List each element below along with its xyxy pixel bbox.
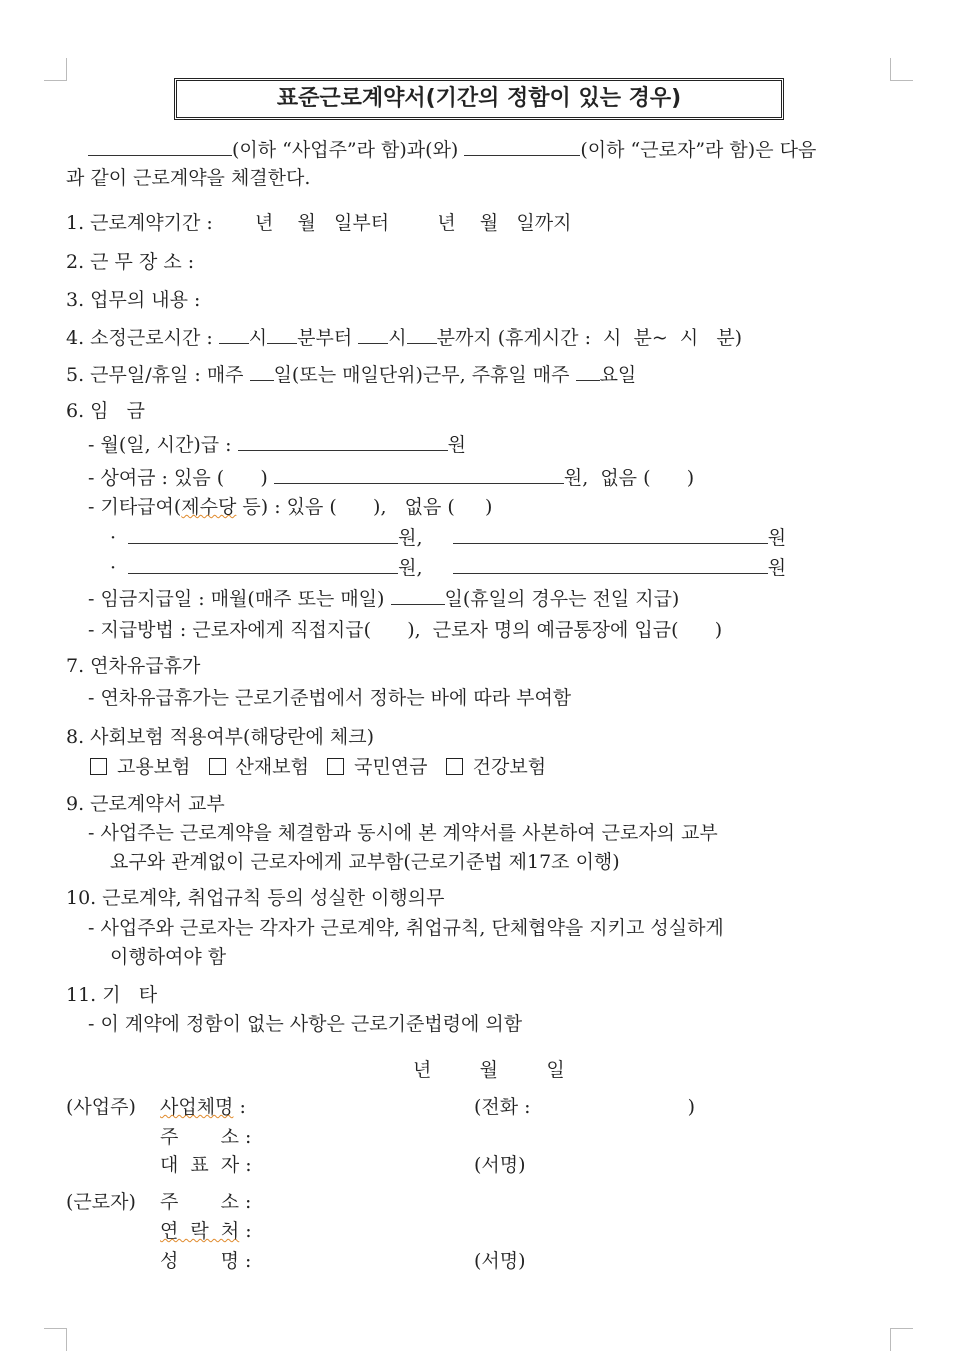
bullet: · <box>110 557 117 579</box>
worker-label: (근로자) <box>66 1191 136 1213</box>
label: 산재보험 <box>235 756 309 778</box>
document-title: 표준근로계약서(기간의 정함이 있는 경우) <box>174 78 784 120</box>
label: : <box>233 1096 246 1118</box>
label: 등) : 있음 ( ), 없음 ( ) <box>236 496 493 518</box>
bullet: · <box>110 527 117 549</box>
checkbox-national-pension[interactable] <box>327 758 344 775</box>
intro-line-1 <box>88 137 816 162</box>
label: - 임금지급일 : 매월(매주 또는 매일) <box>88 588 391 610</box>
section-10-body: - 사업주와 근로자는 각자가 근로계약, 취업규칙, 단체협약을 지키고 성실하게 <box>88 917 724 939</box>
label: 원, 없음 ( ) <box>563 467 695 489</box>
label: 일(또는 매일단위)근무, 주휴일 매주 <box>273 364 576 386</box>
label: 고용보험 <box>117 756 191 778</box>
label: : <box>239 1220 252 1242</box>
blank[interactable] <box>453 555 768 574</box>
blank[interactable] <box>358 325 388 344</box>
insurance-checkboxes <box>90 755 546 779</box>
label: 시 <box>388 327 407 349</box>
section-10-body: 이행하여야 함 <box>110 946 227 968</box>
bonus-line <box>88 465 694 490</box>
other-pay-row <box>110 555 786 580</box>
other-pay-row <box>110 525 786 550</box>
label: 4. 소정근로시간 : <box>66 327 219 349</box>
section-8-heading: 8. 사회보험 적용여부(해당란에 체크) <box>66 726 375 748</box>
wage-line <box>88 432 466 457</box>
wage-blank[interactable] <box>238 432 448 451</box>
intro-line-2: 과 같이 근로계약을 체결한다. <box>66 167 311 189</box>
section-6-heading: 6. 임 금 <box>66 400 145 422</box>
label: - 상여금 : 있음 ( ) <box>88 467 274 489</box>
payment-method-line: - 지급방법 : 근로자에게 직접지급( ), 근로자 명의 예금통장에 입금( ) <box>88 619 723 641</box>
label: 원, <box>398 527 423 549</box>
label: 국민연금 <box>354 756 428 778</box>
worker-address-label: 주 소 : <box>160 1191 252 1213</box>
other-pay-line <box>88 495 492 519</box>
employer-label: (사업주) <box>66 1096 136 1118</box>
label: 원 <box>767 527 787 549</box>
representative-label: 대 표 자 : <box>160 1154 252 1176</box>
worker-name-label: 성 명 : <box>160 1250 252 1272</box>
section-11-body: - 이 계약에 정함이 없는 사항은 근로기준법령에 의함 <box>88 1013 523 1035</box>
crop-mark <box>44 58 67 81</box>
checkbox-industrial-accident-insurance[interactable] <box>209 758 226 775</box>
label: 5. 근무일/휴일 : 매주 <box>66 364 250 386</box>
blank[interactable] <box>128 525 398 544</box>
employer-address-label: 주 소 : <box>160 1126 252 1148</box>
payday-blank[interactable] <box>391 586 445 605</box>
section-9-heading: 9. 근로계약서 교부 <box>66 793 225 815</box>
section-3-job-description: 3. 업무의 내용 : <box>66 289 201 311</box>
label: 요일 <box>599 364 637 386</box>
intro-text: (이하 “근로자”라 함)은 다음 <box>580 139 817 161</box>
label: 일(휴일의 경우는 전일 지급) <box>444 588 680 610</box>
section-7-body: - 연차유급휴가는 근로기준법에서 정하는 바에 따라 부여함 <box>88 687 572 709</box>
section-7-heading: 7. 연차유급휴가 <box>66 655 201 677</box>
bonus-blank[interactable] <box>274 465 564 484</box>
label: 분부터 <box>297 327 359 349</box>
label: - 기타급여( <box>88 496 182 518</box>
section-9-body: 요구와 관계없이 근로자에게 교부함(근로기준법 제17조 이행) <box>110 851 620 873</box>
signing-date: 년 월 일 <box>413 1059 565 1081</box>
blank[interactable] <box>267 325 297 344</box>
blank[interactable] <box>128 555 398 574</box>
employer-signature[interactable]: (서명) <box>474 1154 526 1176</box>
section-10-heading: 10. 근로계약, 취업규칙 등의 성실한 이행의무 <box>66 887 445 909</box>
payday-line <box>88 586 679 611</box>
crop-mark <box>890 1328 913 1351</box>
section-1-contract-period: 1. 근로계약기간 : 년 월 일부터 년 월 일까지 <box>66 212 572 234</box>
worker-signature[interactable]: (서명) <box>474 1250 526 1272</box>
section-5-workdays <box>66 362 636 387</box>
blank[interactable] <box>250 362 274 381</box>
blank[interactable] <box>407 325 437 344</box>
label: 분까지 (휴게시간 : 시 분~ 시 분) <box>436 327 743 349</box>
crop-mark <box>890 58 913 81</box>
label: 제수당 <box>181 496 237 518</box>
section-2-workplace: 2. 근 무 장 소 : <box>66 251 195 273</box>
worker-name-blank[interactable] <box>464 137 580 156</box>
label: 원 <box>767 557 787 579</box>
section-9-body: - 사업주는 근로계약을 체결함과 동시에 본 계약서를 사본하여 근로자의 교부 <box>88 822 718 844</box>
blank[interactable] <box>453 525 768 544</box>
label: 사업체명 <box>160 1096 234 1118</box>
label: 원 <box>447 434 466 456</box>
checkbox-health-insurance[interactable] <box>446 758 463 775</box>
label: 원, <box>398 557 423 579</box>
section-11-heading: 11. 기 타 <box>66 984 158 1006</box>
label: 시 <box>248 327 268 349</box>
employer-name-blank[interactable] <box>88 137 232 156</box>
blank[interactable] <box>219 325 249 344</box>
worker-contact-label <box>160 1219 252 1243</box>
label: - 월(일, 시간)급 : <box>88 434 238 456</box>
label: 연 락 처 <box>160 1220 240 1242</box>
section-4-working-hours <box>66 325 742 350</box>
blank[interactable] <box>576 362 600 381</box>
label: 건강보험 <box>472 756 547 778</box>
checkbox-employment-insurance[interactable] <box>90 758 107 775</box>
employer-phone: (전화 : ) <box>474 1096 696 1118</box>
business-name-label <box>160 1095 246 1119</box>
crop-mark <box>44 1328 67 1351</box>
intro-text: (이하 “사업주”라 함)과(와) <box>232 139 465 161</box>
